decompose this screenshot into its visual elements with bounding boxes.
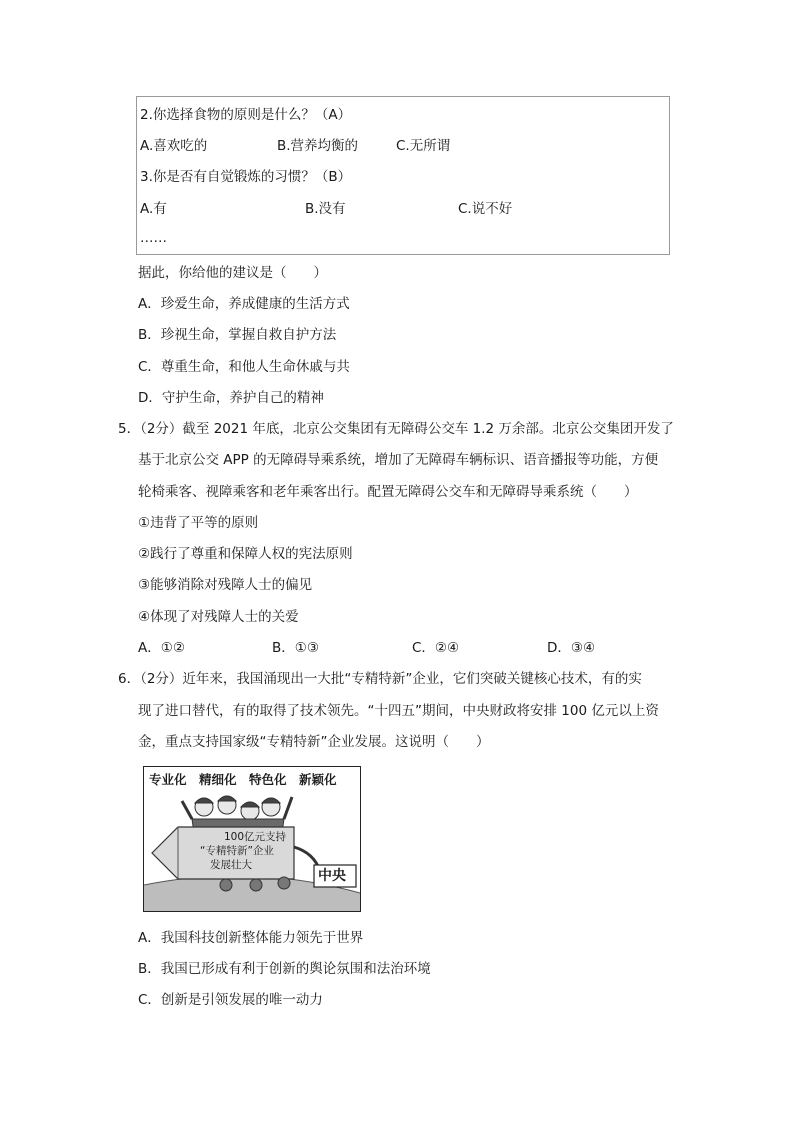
survey-question-3: 3.你是否有自觉锻炼的习惯？（B） — [140, 169, 352, 185]
q5-statement-4: ④体现了对残障人士的关爱 — [138, 609, 299, 625]
q5-stem-line-2: 基于北京公交 APP 的无障碍导乘系统，增加了无障碍车辆标识、语音播报等功能，方便 — [138, 452, 659, 468]
survey-q3-option-a: A.有 — [140, 201, 167, 217]
survey-q3-option-b: B.没有 — [305, 201, 346, 217]
q6-option-c: C．创新是引领发展的唯一动力 — [138, 992, 323, 1008]
q4-option-b: B．珍视生命，掌握自救自护方法 — [138, 327, 337, 343]
cartoon-illustration — [143, 766, 361, 912]
survey-q2-option-b: B.营养均衡的 — [277, 138, 359, 154]
q4-option-d: D．守护生命，养护自己的精神 — [138, 390, 324, 406]
q5-statement-3: ③能够消除对残障人士的偏见 — [138, 577, 313, 593]
survey-question-2: 2.你选择食物的原则是什么？（A） — [140, 107, 352, 123]
cartoon-sign-line-3: 发展壮大 — [210, 859, 252, 871]
q5-option-c: C．②④ — [412, 640, 460, 656]
q4-stem: 据此，你给他的建议是（ ） — [138, 265, 327, 281]
q5-statement-2: ②践行了尊重和保障人权的宪法原则 — [138, 546, 353, 562]
q5-option-b: B．①③ — [272, 640, 319, 656]
q5-statement-1: ①违背了平等的原则 — [138, 515, 259, 531]
q5-option-a: A．①② — [138, 640, 185, 656]
q6-stem-line-3: 金，重点支持国家级“专精特新”企业发展。这说明（ ） — [138, 734, 490, 750]
survey-q3-option-c: C.说不好 — [458, 201, 513, 217]
q6-option-a: A．我国科技创新整体能力领先于世界 — [138, 930, 364, 946]
q5-option-d: D．③④ — [547, 640, 596, 656]
q6-stem-line-2: 现了进口替代，有的取得了技术领先。“十四五”期间，中央财政将安排 100 亿元以上资 — [138, 703, 659, 719]
q5-stem-line-1: 5．（2分）截至 2021 年底，北京公交集团有无障碍公交车 1.2 万余部。北京公交集团开发了 — [118, 421, 674, 437]
q6-option-b: B．我国已形成有利于创新的舆论氛围和法治环境 — [138, 961, 431, 977]
q4-option-c: C．尊重生命，和他人生命休戚与共 — [138, 359, 350, 375]
survey-q2-option-c: C.无所谓 — [396, 138, 451, 154]
q5-stem-line-3: 轮椅乘客、视障乘客和老年乘客出行。配置无障碍公交车和无障碍导乘系统（ ） — [138, 484, 638, 500]
survey-q2-option-a: A.喜欢吃的 — [140, 138, 208, 154]
survey-ellipsis: …… — [140, 230, 167, 246]
cartoon-sign-line-2: “专精特新”企业 — [200, 845, 274, 857]
q4-option-a: A．珍爱生命，养成健康的生活方式 — [138, 296, 350, 312]
cartoon-top-caption: 专业化 精细化 特色化 新颖化 — [149, 772, 337, 787]
q6-stem-line-1: 6．（2分）近年来，我国涌现出一大批“专精特新”企业，它们突破关键核心技术，有的实 — [118, 671, 642, 687]
cartoon-label: 中央 — [318, 868, 346, 884]
cartoon-sign-line-1: 100亿元支持 — [224, 831, 287, 843]
